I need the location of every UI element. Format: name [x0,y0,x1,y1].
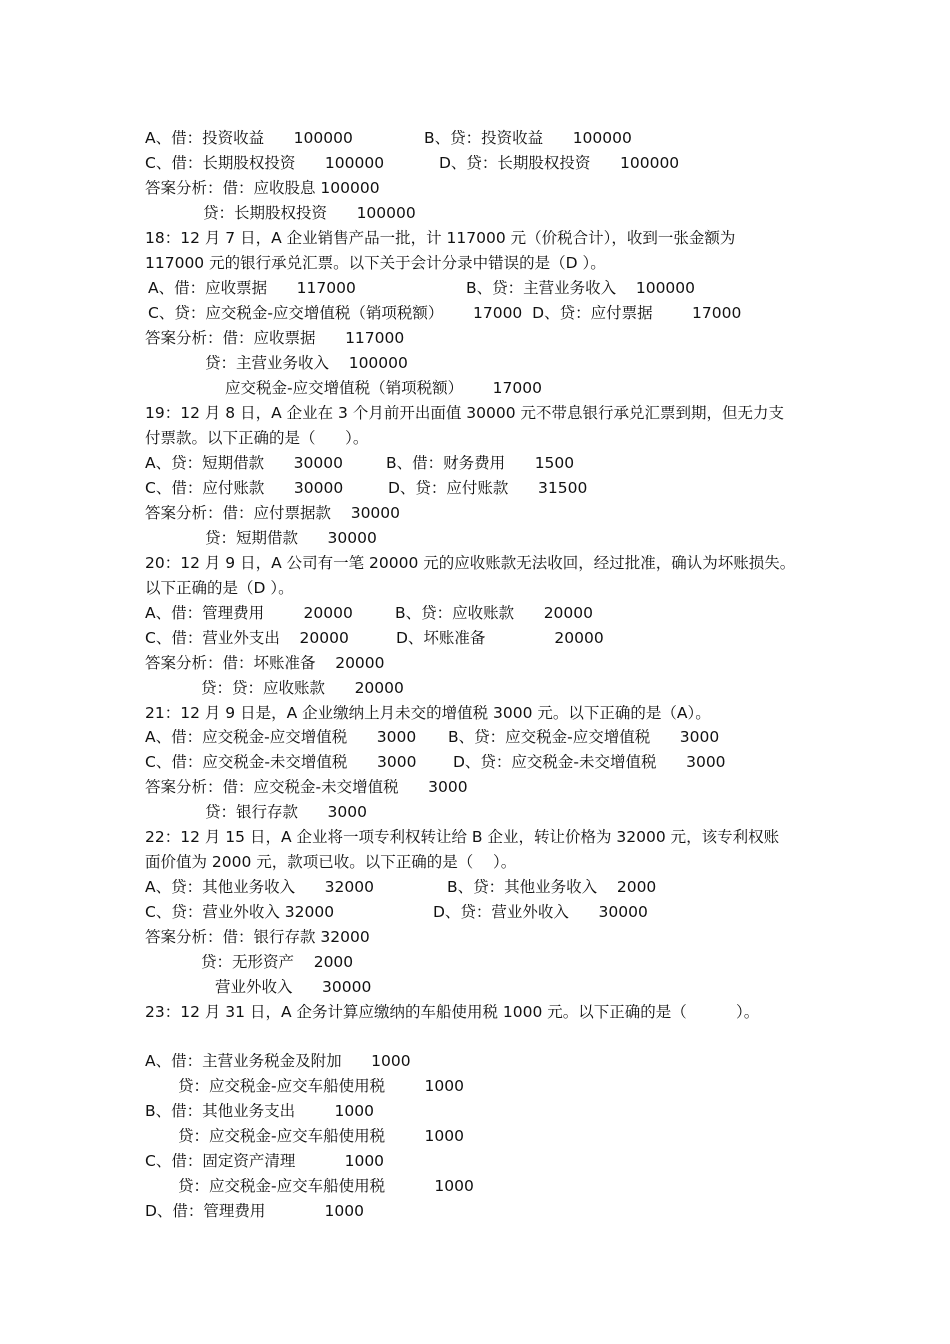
q22-options-row-2 [0,900,648,924]
q17-options-row-2 [0,151,680,175]
q19-analysis-debit-line [0,501,401,525]
q22-option-c: C、贷：营业外收入 32000 [145,903,335,921]
q19-stem-line-2 [0,426,369,450]
q17-options-row-1 [0,126,632,150]
q21-option-b: B、贷：应交税金-应交增值税 3000 [448,728,720,746]
q22-stem-1: 22：12 月 15 日，A 企业将一项专利权转让给 B 企业，转让价格为 32000 元，该专利权账 [145,828,780,846]
q21-analysis-credit-line [0,800,368,824]
q23-option-b-credit-line [0,1124,464,1148]
q17-option-c: C、借：长期股权投资 100000 [145,154,385,172]
q23-option-c-debit-line [0,1149,385,1173]
q22-options-row-1 [0,875,657,899]
q20-analysis-credit: 贷：贷：应收账款 20000 [201,679,404,697]
q23-stem-line [0,1000,760,1024]
q18-option-a: A、借：应收票据 117000 [148,279,356,297]
q17-analysis-debit-line [0,176,380,200]
q20-option-d: D、坏账准备 20000 [396,629,604,647]
q23-option-c-debit: C、借：固定资产清理 1000 [145,1152,385,1170]
q22-option-d: D、贷：营业外收入 30000 [433,903,648,921]
q23-option-c-credit-line [0,1174,474,1198]
q20-stem-1: 20：12 月 9 日，A 公司有一笔 20000 元的应收账款无法收回，经过批准，确认为坏账损失。 [145,554,796,572]
q20-stem-line-1 [0,551,796,575]
q23-option-d-debit-line [0,1199,365,1223]
q19-option-d: D、贷：应付账款 31500 [388,479,588,497]
q23-option-a-debit: A、借：主营业务税金及附加 1000 [145,1052,411,1070]
q23-option-b-debit: B、借：其他业务支出 1000 [145,1102,374,1120]
q18-analysis-credit-line-2 [0,376,542,400]
q22-stem-line-1 [0,825,780,849]
q18-analysis-debit: 答案分析：借：应收票据 117000 [145,329,405,347]
q22-analysis-debit: 答案分析：借：银行存款 32000 [145,928,370,946]
q20-options-row-2 [0,626,604,650]
q23-stem: 23：12 月 31 日，A 企务计算应缴纳的车船使用税 1000 元。以下正确的是（ ）。 [145,1003,760,1021]
q18-stem-2: 117000 元的银行承兑汇票。以下关于会计分录中错误的是（D ）。 [145,254,606,272]
q23-option-a-credit-line [0,1074,464,1098]
q21-analysis-debit-line [0,775,468,799]
q22-analysis-credit-line-1 [0,950,354,974]
q21-options-row-2 [0,750,726,774]
q22-stem-line-2 [0,850,517,874]
q20-options-row-1 [0,601,594,625]
q19-analysis-debit: 答案分析：借：应付票据款 30000 [145,504,401,522]
q19-option-a: A、贷：短期借款 30000 [145,454,343,472]
q18-analysis-debit-line [0,326,405,350]
q19-stem-line-1 [0,401,784,425]
q23-option-a-debit-line [0,1049,411,1073]
q18-stem-line-1 [0,226,736,250]
q20-option-a: A、借：管理费用 20000 [145,604,353,622]
q23-option-d-debit: D、借：管理费用 1000 [145,1202,365,1220]
q17-option-b: B、贷：投资收益 100000 [424,129,632,147]
q18-stem-line-2 [0,251,606,275]
q19-analysis-credit-line [0,526,377,550]
q20-analysis-debit: 答案分析：借：坏账准备 20000 [145,654,385,672]
q23-option-b-debit-line [0,1099,374,1123]
q21-option-c: C、借：应交税金-未交增值税 3000 [145,753,417,771]
q18-analysis-credit-line-1 [0,351,408,375]
q18-analysis-credit-1: 贷：主营业务收入 100000 [205,354,408,372]
q20-analysis-credit-line [0,676,404,700]
q22-option-b: B、贷：其他业务收入 2000 [447,878,657,896]
q17-option-d: D、贷：长期股权投资 100000 [439,154,680,172]
q23-option-c-credit: 贷：应交税金-应交车船使用税 1000 [178,1177,474,1195]
q19-stem-1: 19：12 月 8 日，A 企业在 3 个月前开出面值 30000 元不带息银行承兑汇票到期，但无力支 [145,404,784,422]
q19-analysis-credit: 贷：短期借款 30000 [205,529,377,547]
q19-stem-2: 付票款。以下正确的是（ ）。 [145,429,369,447]
q23-option-a-credit: 贷：应交税金-应交车船使用税 1000 [178,1077,464,1095]
q19-option-c: C、借：应付账款 30000 [145,479,344,497]
q22-stem-2: 面价值为 2000 元，款项已收。以下正确的是（ ）。 [145,853,517,871]
q19-options-row-1 [0,451,575,475]
q18-option-c-d: C、贷：应交税金-应交增值税（销项税额） 17000 D、贷：应付票据 17000 [148,304,742,322]
q19-options-row-2 [0,476,588,500]
q17-analysis-debit: 答案分析：借：应收股息 100000 [145,179,380,197]
q20-stem-2: 以下正确的是（D ）。 [145,579,294,597]
q22-analysis-credit-line-2 [0,975,372,999]
q21-option-a: A、借：应交税金-应交增值税 3000 [145,728,417,746]
q20-option-b: B、贷：应收账款 20000 [395,604,594,622]
q18-options-row-2 [0,301,742,325]
q21-analysis-credit: 贷：银行存款 3000 [205,803,368,821]
q22-option-a: A、贷：其他业务收入 32000 [145,878,374,896]
q21-stem-line [0,701,711,725]
q18-option-b: B、贷：主营业务收入 100000 [466,279,696,297]
q17-analysis-credit: 贷：长期股权投资 100000 [203,204,416,222]
q18-analysis-credit-2: 应交税金-应交增值税（销项税额） 17000 [225,379,542,397]
q20-option-c: C、借：营业外支出 20000 [145,629,349,647]
q23-option-b-credit: 贷：应交税金-应交车船使用税 1000 [178,1127,464,1145]
q17-option-a: A、借：投资收益 100000 [145,129,353,147]
q22-analysis-credit-1: 贷：无形资产 2000 [201,953,354,971]
q22-analysis-debit-line [0,925,370,949]
q22-analysis-credit-2: 营业外收入 30000 [215,978,372,996]
q20-stem-line-2 [0,576,294,600]
q18-stem-1: 18：12 月 7 日，A 企业销售产品一批，计 117000 元（价税合计），收到一张金额为 [145,229,736,247]
q21-stem: 21：12 月 9 日是，A 企业缴纳上月未交的增值税 3000 元。以下正确的是（A）。 [145,704,711,722]
q21-option-d: D、贷：应交税金-未交增值税 3000 [453,753,726,771]
q17-analysis-credit-line [0,201,416,225]
q18-options-row-1 [0,276,696,300]
q21-options-row-1 [0,725,720,749]
q21-analysis-debit: 答案分析：借：应交税金-未交增值税 3000 [145,778,468,796]
q20-analysis-debit-line [0,651,385,675]
q19-option-b: B、借：财务费用 1500 [386,454,575,472]
